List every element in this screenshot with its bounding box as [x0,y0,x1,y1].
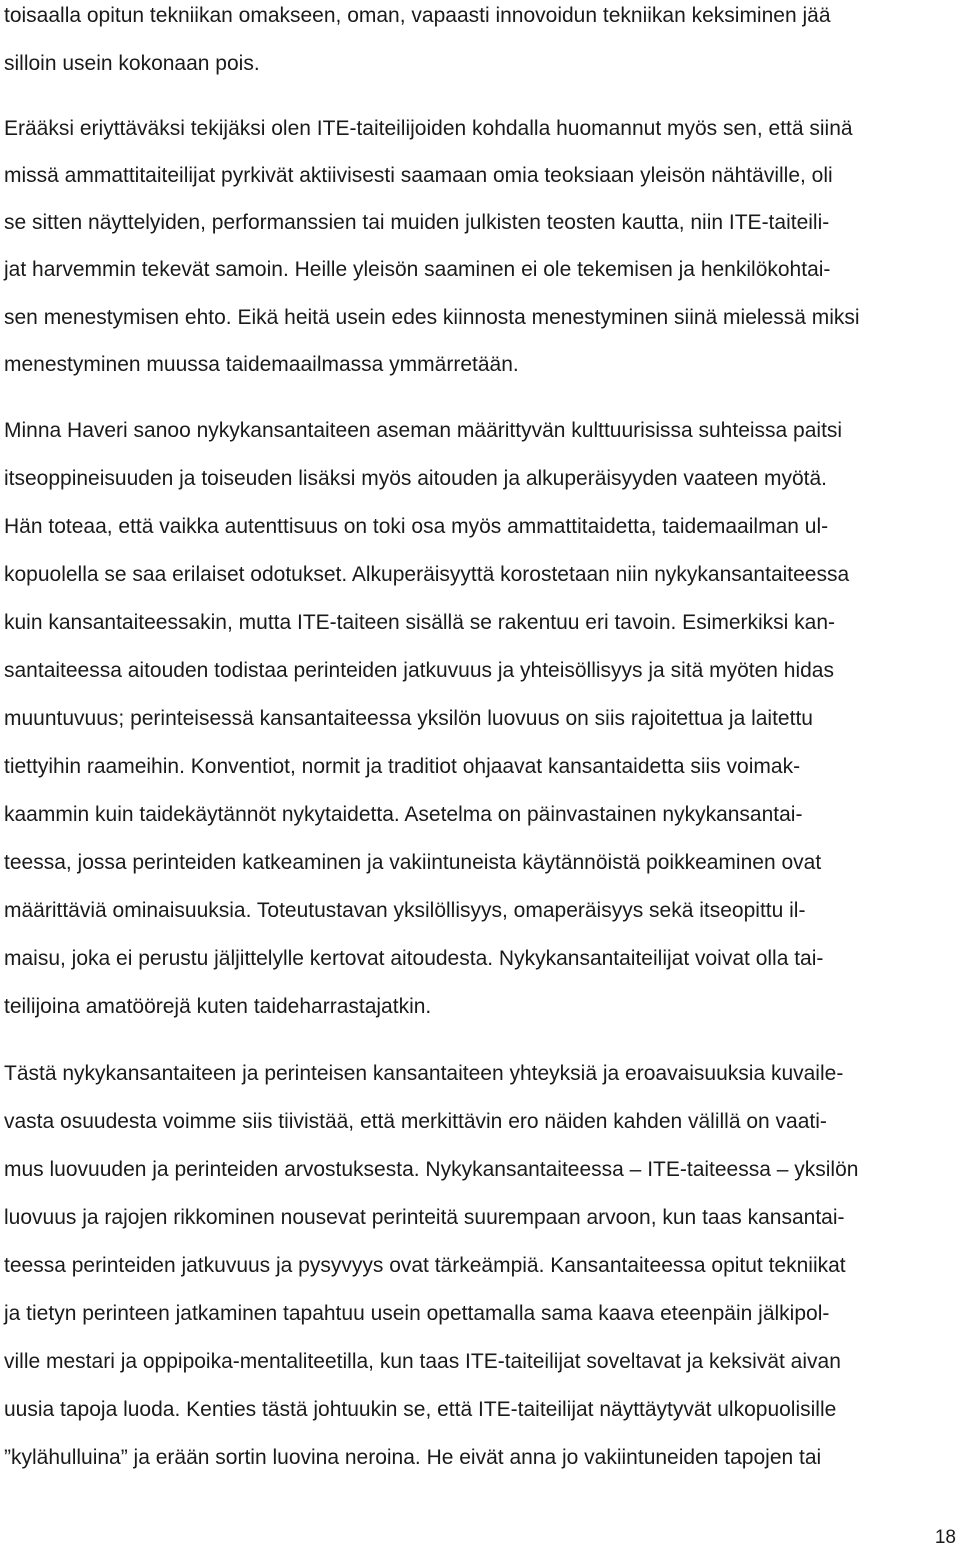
text-line: toisaalla opitun tekniikan omakseen, oman, vapaasti innovoidun tekniikan keksiminen jää [4,4,831,27]
text-line: santaiteessa aitouden todistaa perinteiden jatkuvuus ja yhteisöllisyys ja sitä myöten hidas [4,659,834,682]
text-line: teessa, jossa perinteiden katkeaminen ja vakiintuneista käytännöistä poikkeaminen ovat [4,851,822,874]
text-line: Hän toteaa, että vaikka autenttisuus on toki osa myös ammattitaidetta, taidemaailman ul- [4,515,829,538]
text-line: jat harvemmin tekevät samoin. Heille yleisön saaminen ei ole tekemisen ja henkilökohtai- [4,258,831,281]
text-line: teilijoina amatöörejä kuten taideharrastajatkin. [4,995,432,1018]
text-line: luovuus ja rajojen rikkominen nousevat perinteitä suurempaan arvoon, kun taas kansantai- [4,1206,845,1229]
text-line: teessa perinteiden jatkuvuus ja pysyvyys ovat tärkeämpiä. Kansantaiteessa opitut tekniikat [4,1254,846,1277]
text-line: tiettyihin raameihin. Konventiot, normit ja traditiot ohjaavat kansantaidetta siis voimak- [4,755,801,778]
text-line: kaammin kuin taidekäytännöt nykytaidetta. Asetelma on päinvastainen nykykansantai- [4,803,803,826]
text-line: missä ammattitaiteilijat pyrkivät aktiivisesti saamaan omia teoksiaan yleisön nähtäville, oli [4,164,833,187]
text-line: ville mestari ja oppipoika-mentaliteetilla, kun taas ITE-taiteilijat soveltavat ja keksivät aivan [4,1350,841,1373]
text-line: maisu, joka ei perustu jäljittelylle kertovat aitoudesta. Nykykansantaiteilijat voivat olla tai- [4,947,824,970]
text-line: ”kylähulluina” ja erään sortin luovina neroina. He eivät anna jo vakiintuneiden tapojen tai [4,1446,822,1469]
text-line: Minna Haveri sanoo nykykansantaiteen aseman määrittyvän kulttuurisissa suhteissa paitsi [4,419,843,442]
text-line: Erääksi eriyttäväksi tekijäksi olen ITE-taiteilijoiden kohdalla huomannut myös sen, että siinä [4,117,853,140]
text-line: menestyminen muussa taidemaailmassa ymmärretään. [4,353,519,376]
text-line: silloin usein kokonaan pois. [4,52,260,75]
text-line: itseoppineisuuden ja toiseuden lisäksi myös aitouden ja alkuperäisyyden vaateen myötä. [4,467,828,490]
text-line: määrittäviä ominaisuuksia. Toteutustavan yksilöllisyys, omaperäisyys sekä itseopittu il- [4,899,806,922]
page-number: 18 [934,1527,956,1548]
text-line: mus luovuuden ja perinteiden arvostuksesta. Nykykansantaiteessa – ITE-taiteessa – yksilön [4,1158,859,1181]
document-page [4,0,960,1568]
text-line: vasta osuudesta voimme siis tiivistää, että merkittävin ero näiden kahden välillä on vaati- [4,1110,827,1133]
text-line: se sitten näyttelyiden, performanssien tai muiden julkisten teosten kautta, niin ITE-taiteili- [4,211,830,234]
text-line: kopuolella se saa erilaiset odotukset. Alkuperäisyyttä korostetaan niin nykykansantaiteessa [4,563,850,586]
text-line: sen menestymisen ehto. Eikä heitä usein edes kiinnosta menestyminen siinä mielessä miksi [4,306,860,329]
text-line: kuin kansantaiteessakin, mutta ITE-taiteen sisällä se rakentuu eri tavoin. Esimerkiksi kan- [4,611,836,634]
text-line: Tästä nykykansantaiteen ja perinteisen kansantaiteen yhteyksiä ja eroavaisuuksia kuvaile- [4,1062,844,1085]
text-line: muuntuvuus; perinteisessä kansantaiteessa yksilön luovuus on siis rajoitettua ja laitettu [4,707,813,730]
text-line: ja tietyn perinteen jatkaminen tapahtuu usein opettamalla sama kaava eteenpäin jälkipol- [4,1302,830,1325]
text-line: uusia tapoja luoda. Kenties tästä johtuukin se, että ITE-taiteilijat näyttäytyvät ulkopuolisille [4,1398,837,1421]
